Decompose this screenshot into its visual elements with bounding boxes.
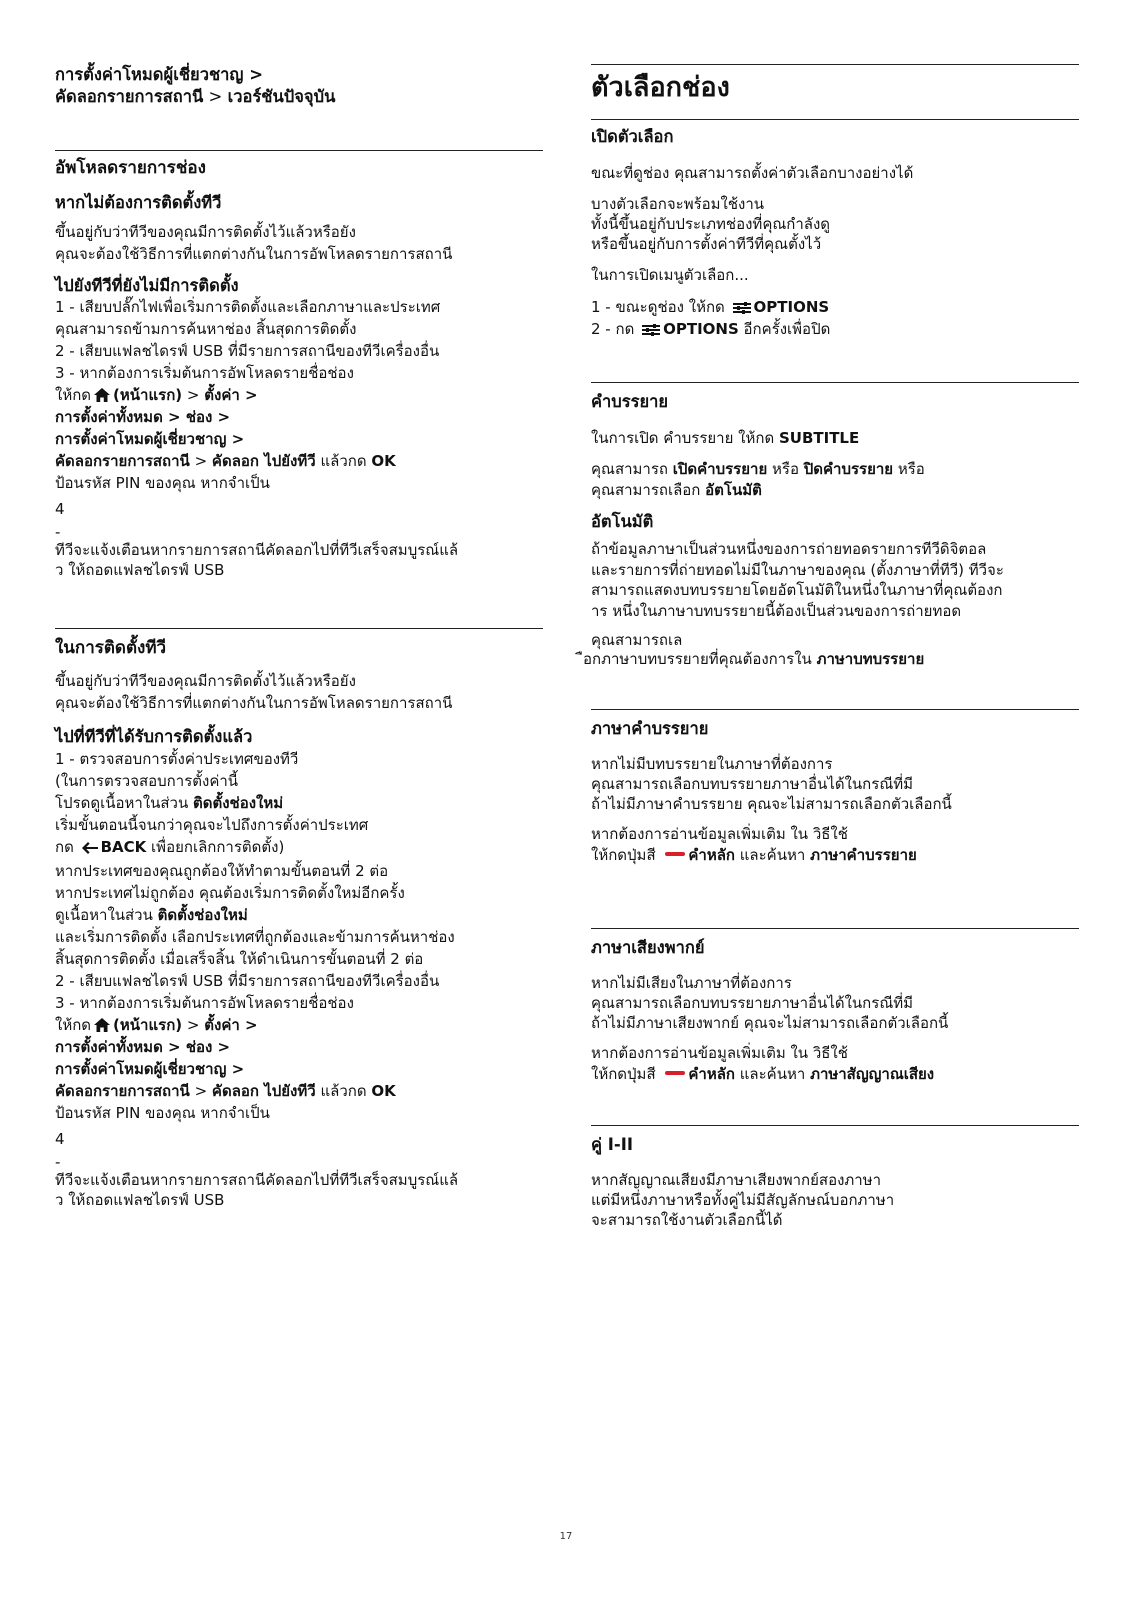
paragraph: ถ้าข้อมูลภาษาเป็นส่วนหนึ่งของการถ่ายทอดรายการทีวีดิจิตอล และรายการที่ถ่ายทอดไม่มีในภาษาของคุณ (ตั้งภาษาที่ทีวี) ทีวีจะ สามารถแสดงบทบรรยายโดยอัตโนมัติในหนึ่งในภาษาที่คุณต้องก าร หนึ่งในภาษาบทบรรยายนี้ต้องเป็นส่วนของการถ่ายทอด [591,540,1004,620]
paragraph: หากต้องการอ่านข้อมูลเพิ่มเติม ใน วิธีใช้ [591,825,848,843]
section-title-upload: อัพโหลดรายการช่อง [55,158,206,178]
divider [55,185,543,186]
home-icon [94,1018,110,1032]
separator: > [189,452,212,470]
paragraph: หากไม่มีบทบรรยายในภาษาที่ต้องการ คุณสามารถเลือกบทบรรยายภาษาอื่นได้ในกรณีที่มี ถ้าไม่มีภาษาคำบรรยาย คุณจะไม่สามารถเลือกตัวเลือกนี้ [591,755,952,813]
subheading-not-installed: ไปยังทีวีที่ยังไม่มีการติดตั้ง [55,276,239,295]
text: คุณสามารถเลือก [591,481,706,499]
step-1-j: สิ้นสุดการติดตั้ง เมื่อเสร็จสิ้น ให้ดำเนินการขั้นตอนที่ 2 ต่อ [55,950,424,968]
section-title-installed: ในการติดตั้งทีวี [55,638,167,658]
separator: > [182,386,205,404]
subtitles-off: ปิดคำบรรยาย [803,460,894,478]
back-key: BACK [100,838,147,856]
text: คุณสามารถ [591,460,673,478]
divider [591,382,1079,383]
step-1-i: และเริ่มการติดตั้ง เลือกประเทศที่ถูกต้องและข้ามการค้นหาช่อง [55,928,455,946]
text: ให้กดปุ่มสี [591,846,661,864]
step-4-text: ทีวีจะแจ้งเตือนหากรายการสถานีคัดลอกไปที่ทีวีเสร็จสมบูรณ์แล้ ว ให้ถอดแฟลชไดรฟ์ USB [55,541,459,579]
menu-path-line [55,1058,543,1080]
cancel-text: เพื่อยกเลิกการติดตั้ง) [146,838,285,856]
menu-path-line [55,1036,543,1058]
text: และค้นหา [735,1065,811,1083]
menu-path-line [55,450,543,472]
home-label: (หน้าแรก) [113,1016,183,1034]
divider [55,628,543,629]
step-3: 3 - หากต้องการเริ่มต้นการอัพโหลดรายชื่อช่อง [55,994,354,1012]
paragraph: หากสัญญาณเสียงมีภาษาเสียงพากย์สองภาษา แต่มีหนึ่งภาษาหรือทั้งคู่ไม่มีสัญลักษณ์บอกภาษา จะสามารถใช้งานตัวเลือกนี้ได้ [591,1171,895,1229]
menu-path-line [55,1014,543,1036]
pin-instruction: ป้อนรหัส PIN ของคุณ หากจำเป็น [55,1104,270,1122]
options-step-1 [591,296,1079,318]
paragraph-intro: ขึ้นอยู่กับว่าทีวีของคุณมีการติดตั้งไว้แล้วหรือยัง คุณจะต้องใช้วิธีการที่แตกต่างกันในการอัพโหลดรายการสถานี [55,672,453,712]
heading-subtitles: คำบรรยาย [591,392,669,411]
separator: > [182,1016,205,1034]
step-4-dash: - [55,523,61,541]
heading-subtitle-language: ภาษาคำบรรยาย [591,719,709,738]
options-icon [642,324,660,336]
all-settings-channels: การตั้งค่าทั้งหมด > ช่อง > [55,408,231,426]
heading-automatic: อัตโนมัติ [591,512,654,531]
paragraph [591,459,1079,480]
red-color-key-icon [665,1071,685,1075]
ok-key: OK [371,452,396,470]
paragraph: ขณะที่ดูช่อง คุณสามารถตั้งค่าตัวเลือกบางอย่างได้ [591,164,914,182]
back-arrow-icon [82,838,98,860]
copy-to-tv: คัดลอก ไปยังทีวี [211,1082,316,1100]
step-1-h [55,904,543,926]
home-label: (หน้าแรก) [113,386,183,404]
page-number: 17 [559,1531,573,1542]
step-1-e [55,836,543,860]
step-4-number: 4 [55,500,65,518]
heading-open-options: เปิดตัวเลือก [591,127,674,146]
step-3: 3 - หากต้องการเริ่มต้นการอัพโหลดรายชื่อช่อง [55,364,354,382]
options-key: OPTIONS [663,320,739,338]
settings-label: ตั้งค่า > [204,386,258,404]
separator: > [189,1082,212,1100]
paragraph [591,1063,1079,1085]
search-term: ภาษาสัญญาณเสียง [810,1065,935,1083]
see-section-text: โปรดดูเนื้อหาในส่วน [55,794,193,812]
step-4-dash: - [55,1153,61,1171]
breadcrumb-current-version: เวอร์ชันปัจจุบัน [227,87,336,106]
divider [591,1125,1079,1126]
page-title: ตัวเลือกช่อง [591,72,730,103]
press-text: กด [55,838,79,856]
heading-audio-language: ภาษาเสียงพากย์ [591,938,705,957]
step-1-c [55,792,543,814]
menu-path-line [55,1080,543,1102]
divider [55,150,543,151]
menu-path-line [55,384,543,406]
breadcrumb-line-1: การตั้งค่าโหมดผู้เชี่ยวชาญ > [55,65,264,84]
text: หรือ [893,460,925,478]
breadcrumb [55,64,543,108]
divider [591,928,1079,929]
text: และค้นหา [735,846,811,864]
copy-station-list: คัดลอกรายการสถานี [55,1082,190,1100]
expert-mode-settings: การตั้งค่าโหมดผู้เชี่ยวชาญ > [55,1060,245,1078]
reinstall-channels-link: ติดตั้งช่องใหม่ [193,794,284,812]
subtitle-key: SUBTITLE [778,429,860,447]
divider [591,64,1079,65]
right-column [583,58,1079,1230]
breadcrumb-separator: > [203,87,228,106]
step-2: 2 - เสียบแฟลชไดรฟ์ USB ที่มีรายการสถานีของทีวีเครื่องอื่น [55,342,440,360]
copy-to-tv: คัดลอก ไปยังทีวี [211,452,316,470]
paragraph: ในการเปิดเมนูตัวเลือก... [591,266,749,284]
paragraph [591,480,1079,501]
step-1-b: (ในการตรวจสอบการตั้งค่านี้ [55,772,239,790]
left-column [55,58,543,1210]
options-step-2 [591,318,1079,340]
pin-instruction: ป้อนรหัส PIN ของคุณ หากจำเป็น [55,474,270,492]
paragraph-intro: ขึ้นอยู่กับว่าทีวีของคุณมีการติดตั้งไว้แล้วหรือยัง คุณจะต้องใช้วิธีการที่แตกต่างกันในการอัพโหลดรายการสถานี [55,223,453,263]
paragraph [591,427,1079,449]
then-press: แล้วกด [315,1082,372,1100]
home-icon [94,388,110,402]
heading-dual: คู่ I-II [591,1135,634,1154]
menu-path-line [55,406,543,428]
text: หรือ [767,460,804,478]
step-text: 2 - กด [591,320,640,338]
keyword-key: คำหลัก [688,846,735,864]
copy-station-list: คัดลอกรายการสถานี [55,452,190,470]
text: ในการเปิด คำบรรยาย ให้กด [591,429,779,447]
divider [591,709,1079,710]
step-text: 1 - ขณะดูช่อง ให้กด [591,298,730,316]
all-settings-channels: การตั้งค่าทั้งหมด > ช่อง > [55,1038,231,1056]
subtitles-on: เปิดคำบรรยาย [672,460,768,478]
paragraph: คุณสามารถเล [591,631,683,649]
subtitles-auto: อัตโนมัติ [705,481,762,499]
divider [591,119,1079,120]
text: ให้กดปุ่มสี [591,1065,661,1083]
subheading-installed: ไปที่ทีวีที่ได้รับการติดตั้งแล้ว [55,727,253,746]
press-text: ให้กด [55,386,92,404]
expert-mode-settings: การตั้งค่าโหมดผู้เชี่ยวชาญ > [55,430,245,448]
menu-path-line [55,428,543,450]
paragraph: บางตัวเลือกจะพร้อมใช้งาน ทั้งนี้ขึ้นอยู่กับประเภทช่องที่คุณกำลังดู หรือขึ้นอยู่กับการตั้งค่าทีวีที่คุณตั้งไว้ [591,195,831,253]
then-press: แล้วกด [315,452,372,470]
subtitle-language-link: ภาษาบทบรรยาย [816,650,925,668]
press-text: ให้กด [55,1016,92,1034]
see-section-text: ดูเนื้อหาในส่วน [55,906,158,924]
paragraph: หากต้องการอ่านข้อมูลเพิ่มเติม ใน วิธีใช้ [591,1044,848,1062]
step-2: 2 - เสียบแฟลชไดรฟ์ USB ที่มีรายการสถานีของทีวีเครื่องอื่น [55,972,440,990]
step-1-a: 1 - ตรวจสอบการตั้งค่าประเทศของทีวี [55,750,299,768]
step-4-number: 4 [55,1130,65,1148]
options-key: OPTIONS [753,298,830,316]
paragraph [583,649,1079,669]
paragraph [591,844,1079,866]
text: ือกภาษาบทบรรยายที่คุณต้องการใน [583,650,817,668]
settings-label: ตั้งค่า > [204,1016,258,1034]
paragraph: หากไม่มีเสียงในภาษาที่ต้องการ คุณสามารถเลือกบทบรรยายภาษาอื่นได้ในกรณีที่มี ถ้าไม่มีภาษาเสียงพากย์ คุณจะไม่สามารถเลือกตัวเลือกนี้ [591,974,949,1032]
reinstall-channels-link: ติดตั้งช่องใหม่ [157,906,248,924]
heading-not-installed: หากไม่ต้องการติดตั้งทีวี [55,193,222,212]
keyword-key: คำหลัก [688,1065,735,1083]
step-1: 1 - เสียบปลั๊กไฟเพื่อเริ่มการติดตั้งและเลือกภาษาและประเทศ คุณสามารถข้ามการค้นหาช่อง สิ้นสุดการติดตั้ง [55,298,441,338]
step-text: อีกครั้งเพื่อปิด [738,320,831,338]
search-term: ภาษาคำบรรยาย [810,846,917,864]
ok-key: OK [371,1082,396,1100]
red-color-key-icon [665,852,685,856]
breadcrumb-copy-list: คัดลอกรายการสถานี [55,87,204,106]
step-1-g: หากประเทศไม่ถูกต้อง คุณต้องเริ่มการติดตั้งใหม่อีกครั้ง [55,884,405,902]
step-4-text: ทีวีจะแจ้งเตือนหากรายการสถานีคัดลอกไปที่ทีวีเสร็จสมบูรณ์แล้ ว ให้ถอดแฟลชไดรฟ์ USB [55,1171,459,1209]
breadcrumb-line-2 [55,86,543,108]
step-1-d: เริ่มขั้นตอนนี้จนกว่าคุณจะไปถึงการตั้งค่าประเทศ [55,816,369,834]
step-1-f: หากประเทศของคุณถูกต้องให้ทำตามขั้นตอนที่ 2 ต่อ [55,862,389,880]
options-icon [733,302,751,314]
